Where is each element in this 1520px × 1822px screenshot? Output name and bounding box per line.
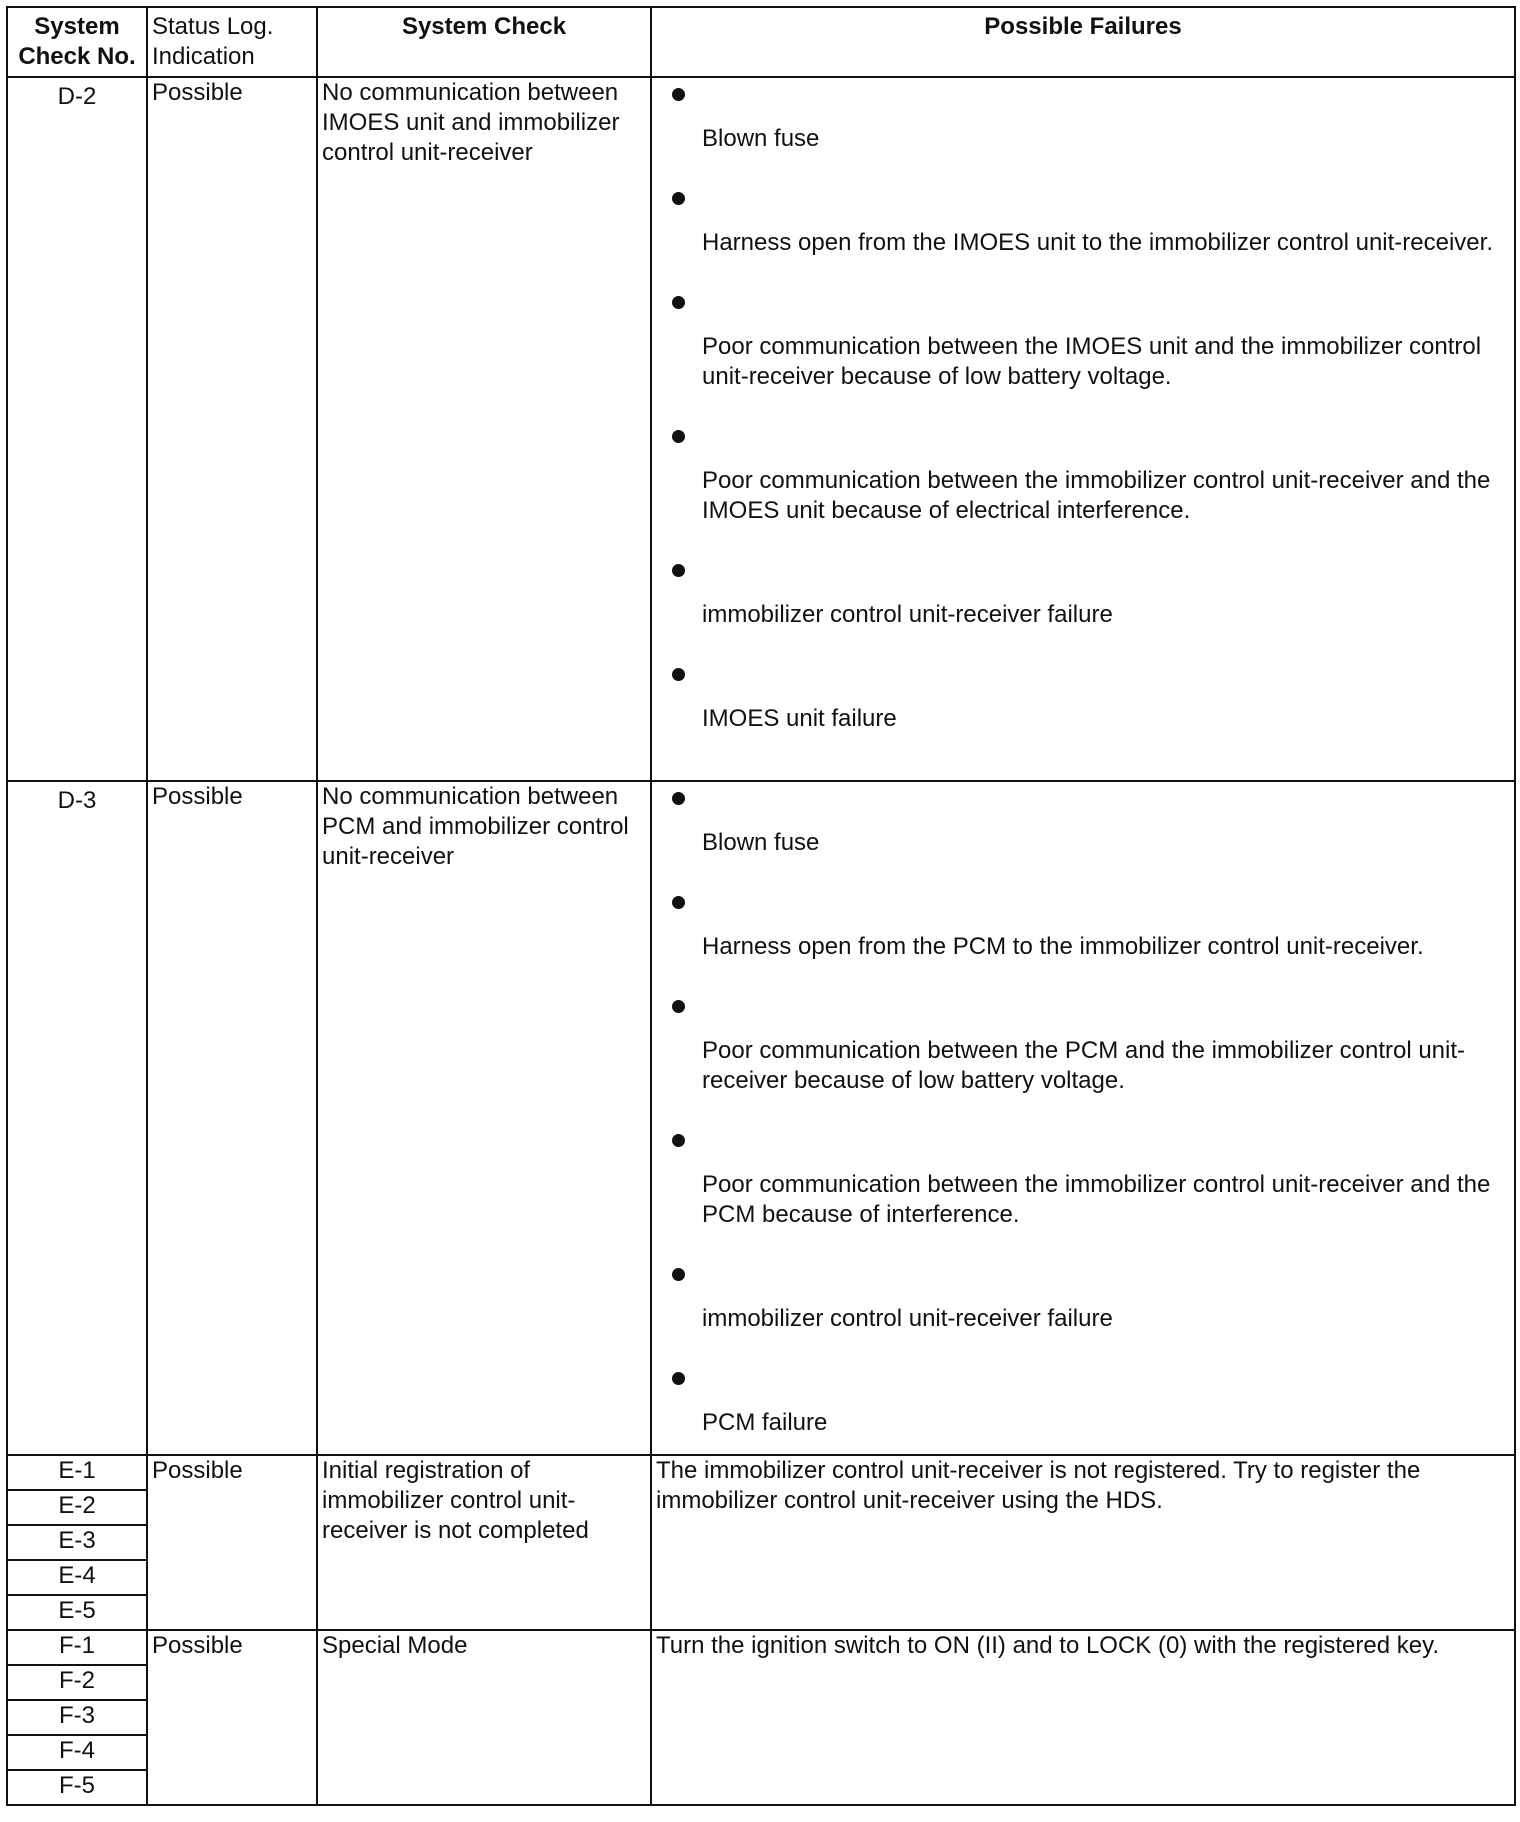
status-indication: Possible — [147, 77, 317, 781]
bullet-icon — [672, 192, 685, 205]
failure-item: Poor communication between the IMOES unit and the immobilizer control unit-receiver because of low battery voltage. — [656, 286, 1510, 420]
possible-failures — [651, 77, 1515, 781]
failure-item: immobilizer control unit-receiver failure — [656, 1258, 1510, 1362]
bullet-icon — [672, 1000, 685, 1013]
bullet-icon — [672, 296, 685, 309]
system-check-description: Special Mode — [317, 1630, 651, 1805]
system-check-description: No communication between PCM and immobilizer control unit-receiver — [317, 781, 651, 1455]
bullet-icon — [672, 668, 685, 681]
table-row — [7, 781, 1515, 1455]
troubleshooting-table-page — [6, 6, 1516, 1806]
failure-list — [656, 782, 1510, 1438]
possible-failures: The immobilizer control unit-receiver is not registered. Try to register the immobilizer control unit-receiver using the HDS. — [651, 1455, 1515, 1630]
table-header-row — [7, 7, 1515, 77]
failure-item: IMOES unit failure — [656, 658, 1510, 734]
header-system-check: System Check — [317, 7, 651, 77]
check-number: F-3 — [7, 1700, 147, 1735]
bullet-icon — [672, 564, 685, 577]
check-number: E-5 — [7, 1595, 147, 1630]
system-check-description: Initial registration of immobilizer control unit-receiver is not completed — [317, 1455, 651, 1630]
possible-failures — [651, 781, 1515, 1455]
check-number: E-3 — [7, 1525, 147, 1560]
failure-item: Harness open from the PCM to the immobilizer control unit-receiver. — [656, 886, 1510, 990]
check-number: F-1 — [7, 1630, 147, 1665]
bullet-icon — [672, 1268, 685, 1281]
status-indication: Possible — [147, 1455, 317, 1630]
bullet-icon — [672, 896, 685, 909]
check-number: E-1 — [7, 1455, 147, 1490]
check-number: F-4 — [7, 1735, 147, 1770]
bullet-icon — [672, 88, 685, 101]
failure-item: Harness open from the IMOES unit to the immobilizer control unit-receiver. — [656, 182, 1510, 286]
check-number: D-3 — [7, 781, 147, 1455]
header-check-no: System Check No. — [7, 7, 147, 77]
failure-item: PCM failure — [656, 1362, 1510, 1438]
check-number: E-2 — [7, 1490, 147, 1525]
failure-item: Blown fuse — [656, 78, 1510, 182]
bullet-icon — [672, 1372, 685, 1385]
check-number: E-4 — [7, 1560, 147, 1595]
bullet-icon — [672, 792, 685, 805]
failure-item: immobilizer control unit-receiver failure — [656, 554, 1510, 658]
system-check-table — [6, 6, 1516, 1806]
failure-list — [656, 78, 1510, 734]
failure-item: Poor communication between the PCM and the immobilizer control unit-receiver because of low battery voltage. — [656, 990, 1510, 1124]
check-number: F-5 — [7, 1770, 147, 1805]
status-indication: Possible — [147, 781, 317, 1455]
status-indication: Possible — [147, 1630, 317, 1805]
failure-item: Blown fuse — [656, 782, 1510, 886]
table-row — [7, 77, 1515, 781]
system-check-description: No communication between IMOES unit and immobilizer control unit-receiver — [317, 77, 651, 781]
bullet-icon — [672, 1134, 685, 1147]
failure-item: Poor communication between the immobilizer control unit-receiver and the IMOES unit because of electrical interference. — [656, 420, 1510, 554]
possible-failures: Turn the ignition switch to ON (II) and to LOCK (0) with the registered key. — [651, 1630, 1515, 1805]
bullet-icon — [672, 430, 685, 443]
table-row — [7, 1455, 1515, 1490]
table-row — [7, 1630, 1515, 1665]
header-possible-failures: Possible Failures — [651, 7, 1515, 77]
failure-item: Poor communication between the immobilizer control unit-receiver and the PCM because of interference. — [656, 1124, 1510, 1258]
check-number: F-2 — [7, 1665, 147, 1700]
check-number: D-2 — [7, 77, 147, 781]
header-status-log: Status Log. Indication — [147, 7, 317, 77]
